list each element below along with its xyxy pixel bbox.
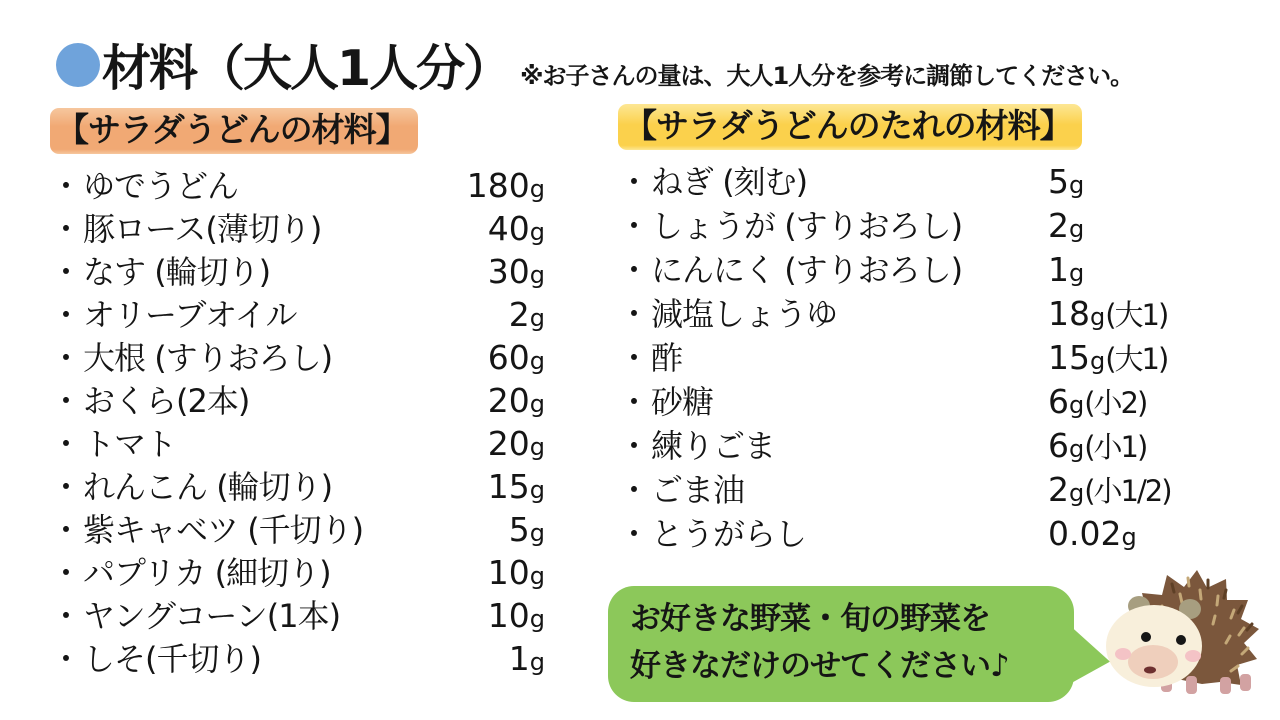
ingredient-name: [50, 505, 445, 551]
amount-number: 1: [1048, 250, 1069, 290]
amount-note: (大1): [1105, 342, 1168, 377]
ingredient-label: パプリカ (細切り): [83, 554, 331, 593]
bullet-dot: ・: [618, 295, 650, 334]
ingredient-row: [50, 161, 555, 204]
amount-unit: g: [529, 390, 545, 419]
ingredient-amount: [1048, 293, 1167, 334]
amount-number: 2: [508, 295, 530, 335]
amount-unit: g: [1069, 215, 1085, 244]
amount-number: 2: [1048, 470, 1069, 510]
amount-number: 30: [487, 252, 530, 292]
amount-number: 40: [487, 209, 530, 249]
ingredient-amount: [445, 209, 545, 248]
ingredient-name: [618, 377, 1048, 423]
ingredient-row: [50, 290, 555, 333]
speech-bubble-text: [608, 586, 1074, 690]
ingredient-name: [50, 376, 445, 422]
ingredient-amount: [445, 424, 545, 463]
amount-unit: g: [529, 347, 545, 376]
amount-unit: g: [1069, 479, 1085, 508]
bullet-dot: ・: [618, 207, 650, 246]
speech-line-1: お好きな野菜・旬の野菜を: [630, 601, 990, 637]
amount-unit: g: [529, 476, 545, 505]
ingredient-amount: [1048, 206, 1084, 245]
ingredient-amount: [1048, 381, 1146, 422]
ingredient-name: [50, 290, 445, 336]
ingredient-amount: [445, 252, 545, 291]
ingredient-row: [50, 591, 555, 634]
ingredient-row: [50, 376, 555, 419]
page-title: 材料（大人1人分）: [102, 40, 511, 97]
amount-unit: g: [1069, 259, 1085, 288]
ingredient-name: [50, 634, 445, 680]
ingredient-row: [618, 245, 1273, 289]
bullet-dot: ・: [50, 425, 82, 464]
amount-unit: g: [529, 605, 545, 634]
bullet-dot: ・: [50, 296, 82, 335]
ingredient-name: [50, 548, 445, 594]
amount-note: (小1): [1084, 430, 1147, 465]
ingredient-amount: [445, 510, 545, 549]
ingredient-row: [618, 509, 1273, 553]
amount-number: 10: [487, 596, 530, 636]
serving-note: ※お子さんの量は、大人1人分を参考に調節してください。: [520, 61, 1134, 90]
bullet-dot: ・: [618, 163, 650, 202]
sauce-ingredient-list: [618, 157, 1273, 553]
ingredient-amount: [445, 166, 545, 205]
ingredient-name: [618, 509, 1048, 555]
amount-number: 10: [487, 553, 530, 593]
bullet-dot: ・: [618, 427, 650, 466]
amount-note: (小1/2): [1084, 474, 1171, 509]
ingredient-amount: [1048, 250, 1084, 289]
amount-unit: g: [529, 562, 545, 591]
ingredient-row: [618, 201, 1273, 245]
ingredient-row: [50, 247, 555, 290]
bullet-dot: ・: [50, 597, 82, 636]
ingredient-label: オリーブオイル: [83, 296, 297, 335]
section-udon-ingredients: [50, 108, 555, 677]
ingredient-name: [50, 204, 445, 250]
amount-number: 0.02: [1048, 514, 1122, 554]
ingredient-label: 豚ロース(薄切り): [83, 210, 322, 249]
ingredient-label: 練りごま: [651, 427, 776, 466]
amount-number: 15: [1048, 338, 1090, 378]
ingredient-name: [50, 591, 445, 637]
ingredient-amount: [445, 295, 545, 334]
bullet-dot: ・: [50, 253, 82, 292]
ingredient-label: ねぎ (刻む): [651, 163, 808, 202]
ingredient-label: 紫キャベツ (千切り): [83, 511, 364, 550]
ingredient-name: [50, 333, 445, 379]
section-header-sauce: 【サラダうどんのたれの材料】: [618, 104, 1082, 150]
amount-number: 15: [487, 467, 530, 507]
ingredient-name: [50, 419, 445, 465]
bullet-dot: ・: [618, 515, 650, 554]
ingredient-row: [50, 505, 555, 548]
amount-unit: g: [1121, 523, 1137, 552]
amount-number: 5: [508, 510, 530, 550]
ingredient-label: ごま油: [651, 471, 745, 510]
amount-unit: g: [1090, 347, 1106, 376]
ingredient-amount: [445, 467, 545, 506]
amount-unit: g: [529, 261, 545, 290]
amount-unit: g: [529, 648, 545, 677]
ingredient-name: [618, 289, 1048, 335]
amount-number: 6: [1048, 426, 1069, 466]
bullet-dot: ・: [50, 511, 82, 550]
ingredient-label: 酢: [651, 339, 683, 378]
bullet-dot: ・: [50, 167, 82, 206]
amount-number: 60: [487, 338, 530, 378]
ingredient-name: [618, 157, 1048, 203]
ingredient-name: [618, 465, 1048, 511]
ingredient-row: [618, 157, 1273, 201]
amount-unit: g: [529, 519, 545, 548]
ingredient-amount: [1048, 514, 1137, 553]
bullet-dot: ・: [50, 210, 82, 249]
bullet-dot: ・: [618, 471, 650, 510]
amount-number: 2: [1048, 206, 1069, 246]
hedgehog-illustration: [1092, 566, 1274, 716]
speech-line-2: 好きなだけのせてください♪: [630, 648, 1009, 684]
ingredient-name: [50, 462, 445, 508]
blue-dot-icon: [56, 43, 100, 87]
amount-number: 5: [1048, 162, 1069, 202]
amount-unit: g: [529, 175, 545, 204]
amount-number: 18: [1048, 294, 1090, 334]
amount-number: 20: [487, 381, 530, 421]
bullet-dot: ・: [50, 382, 82, 421]
ingredient-amount: [445, 381, 545, 420]
amount-unit: g: [529, 218, 545, 247]
amount-number: 180: [466, 166, 530, 206]
ingredient-label: 砂糖: [651, 383, 714, 422]
ingredient-amount: [445, 553, 545, 592]
ingredient-row: [50, 419, 555, 462]
bullet-dot: ・: [50, 339, 82, 378]
ingredient-name: [618, 245, 1048, 291]
speech-bubble: [608, 586, 1074, 702]
amount-number: 20: [487, 424, 530, 464]
ingredient-label: とうがらし: [651, 515, 807, 554]
amount-number: 1: [508, 639, 530, 679]
udon-ingredient-list: [50, 161, 555, 677]
ingredient-label: なす (輪切り): [83, 253, 271, 292]
amount-unit: g: [529, 304, 545, 333]
ingredient-label: 大根 (すりおろし): [83, 339, 333, 378]
ingredient-label: ヤングコーン(1本): [83, 597, 341, 636]
section-sauce-ingredients: [618, 104, 1273, 553]
section-header-udon: 【サラダうどんの材料】: [50, 108, 418, 154]
ingredient-row: [50, 204, 555, 247]
ingredient-name: [618, 421, 1048, 467]
ingredient-name: [50, 247, 445, 293]
ingredient-amount: [1048, 469, 1171, 510]
ingredient-label: しそ(千切り): [83, 640, 261, 679]
ingredient-label: おくら(2本): [83, 382, 250, 421]
ingredient-label: ゆでうどん: [83, 167, 239, 206]
ingredient-row: [618, 377, 1273, 421]
ingredient-row: [50, 462, 555, 505]
title-row: [56, 30, 1133, 100]
ingredient-label: しょうが (すりおろし): [651, 207, 963, 246]
ingredient-amount: [445, 338, 545, 377]
ingredient-amount: [1048, 425, 1146, 466]
ingredient-row: [618, 465, 1273, 509]
ingredient-amount: [445, 639, 545, 678]
amount-unit: g: [1069, 391, 1085, 420]
ingredient-name: [618, 333, 1048, 379]
ingredient-label: トマト: [83, 425, 177, 464]
ingredient-name: [618, 201, 1048, 247]
amount-note: (小2): [1084, 386, 1147, 421]
ingredient-label: 減塩しょうゆ: [651, 295, 838, 334]
bullet-dot: ・: [50, 468, 82, 507]
bullet-dot: ・: [618, 251, 650, 290]
ingredient-row: [50, 548, 555, 591]
amount-unit: g: [529, 433, 545, 462]
bullet-dot: ・: [618, 339, 650, 378]
ingredient-amount: [1048, 162, 1084, 201]
bullet-dot: ・: [618, 383, 650, 422]
amount-unit: g: [1069, 435, 1085, 464]
amount-number: 6: [1048, 382, 1069, 422]
amount-note: (大1): [1105, 298, 1168, 333]
amount-unit: g: [1069, 171, 1085, 200]
ingredient-row: [618, 333, 1273, 377]
ingredient-row: [618, 289, 1273, 333]
ingredient-label: にんにく (すりおろし): [651, 251, 963, 290]
ingredient-amount: [445, 596, 545, 635]
ingredient-row: [618, 421, 1273, 465]
ingredient-amount: [1048, 337, 1167, 378]
bullet-dot: ・: [50, 554, 82, 593]
ingredient-name: [50, 161, 445, 207]
ingredient-row: [50, 634, 555, 677]
amount-unit: g: [1090, 303, 1106, 332]
bullet-dot: ・: [50, 640, 82, 679]
ingredient-row: [50, 333, 555, 376]
ingredient-label: れんこん (輪切り): [83, 468, 333, 507]
